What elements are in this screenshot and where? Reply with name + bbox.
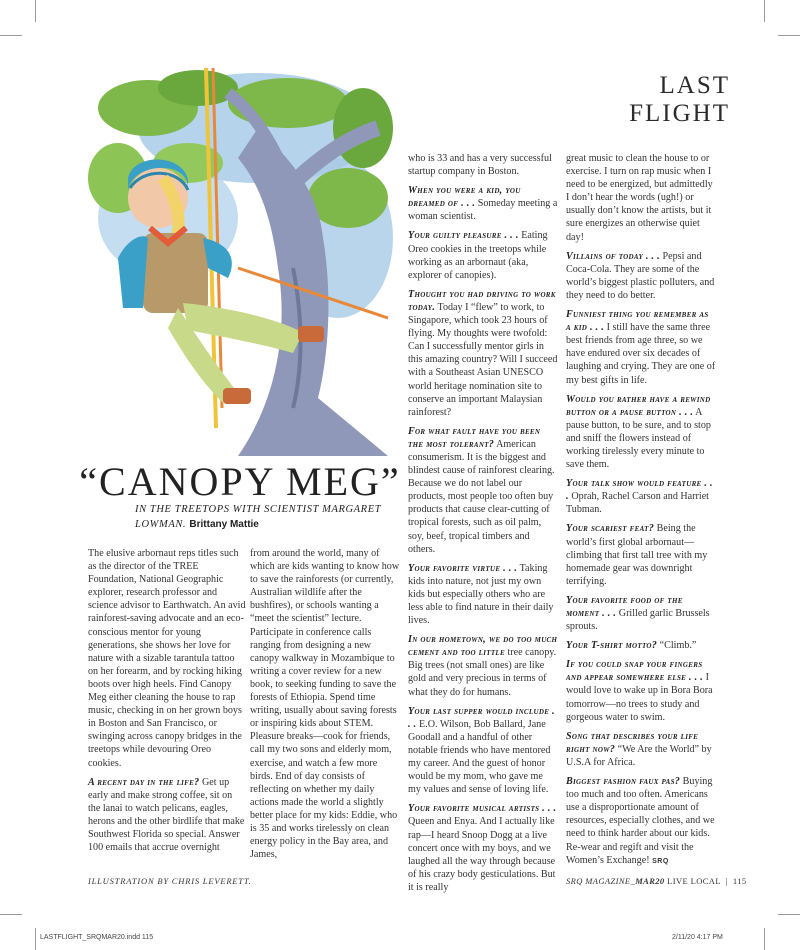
column-4 bbox=[566, 152, 716, 874]
timestamp-slug: 2/11/20 4:17 PM bbox=[672, 934, 723, 941]
question: Your guilty pleasure . . . bbox=[408, 230, 519, 242]
qa-item bbox=[408, 633, 558, 698]
headline: “CANOPY MEG” bbox=[79, 459, 401, 504]
question: Song that describes your life right now? bbox=[566, 730, 699, 755]
qa-item bbox=[408, 425, 558, 556]
column-3 bbox=[408, 152, 558, 900]
qa-item bbox=[566, 730, 716, 769]
answer: I still have the same three best friends from age three, so we have endured over six decades of laughing and crying. They are one of my best gifts in life. bbox=[566, 322, 716, 386]
crop-mark bbox=[0, 914, 22, 915]
qa-item bbox=[566, 775, 716, 868]
question: Your favorite musical artists . . . bbox=[408, 803, 557, 815]
question: Your favorite virtue . . . bbox=[408, 562, 518, 574]
qa-item bbox=[408, 705, 558, 797]
answer: American consumerism. It is the biggest and blindest cause of rainforest clearing. Because we do not label our products, most people too often buy products that cause clear-cutting of tropical forests, such as oil palm, soy, beef, tropical timbers and others. bbox=[408, 438, 555, 555]
crop-mark bbox=[35, 0, 36, 22]
qa-item bbox=[566, 639, 716, 652]
answer: Get up early and make strong coffee, sit on the lanai to watch pelicans, eagles, herons and the other birdlife that make Southwest Florida so special. Answer 100 emails that accrue overnight bbox=[88, 776, 245, 854]
qa-item bbox=[408, 802, 558, 894]
question: Your last supper would include . . . bbox=[408, 705, 555, 730]
qa-item bbox=[566, 658, 716, 723]
illustration-credit: ILLUSTRATION BY CHRIS LEVERETT. bbox=[88, 876, 252, 886]
answer: I would love to wake up in Bora Bora tomorrow—no trees to study and gorgeous water to swim. bbox=[566, 672, 713, 723]
answer: Eating Oreo cookies in the treetops while working as an arbornaut (aka, explorer of canopies). bbox=[408, 230, 548, 281]
qa-item bbox=[408, 229, 558, 281]
subhead-text: IN THE TREETOPS WITH SCIENTIST MARGARET LOWMAN. bbox=[135, 504, 381, 530]
answer: Oprah, Rachel Carson and Harriet Tubman. bbox=[566, 491, 709, 516]
section-title-line2: FLIGHT bbox=[629, 100, 730, 127]
qa-item bbox=[408, 288, 558, 419]
column-2 bbox=[250, 547, 400, 867]
qa-item bbox=[566, 250, 716, 302]
answer: Someday meeting a woman scientist. bbox=[408, 198, 558, 223]
answer: Taking kids into nature, not just my own kids but especially others who are less able to find nature in their daily lives. bbox=[408, 562, 554, 627]
question: Would you rather have a rewind button or a pause button . . . bbox=[566, 393, 711, 418]
page-footer bbox=[566, 876, 747, 886]
qa-item bbox=[566, 308, 716, 387]
body-paragraph: from around the world, many of which are kids wanting to know how to save the rainforests (or currently, Australian wildlife after the bushfires), or schools wanting a “meet the scientist” lecture. Participate in conference calls ranging from designing a new canopy walkway in Mozambique to writing a cover review for a new book, to seeking funding to save the forests of Ethiopia. Spend time writing, usually about saving forests or inspiring kids about STEM. Pleasure breaks—cook for friends, call my two sons and elderly mom, exercise, and watch a few more birds. End of day consists of reflecting on whether my daily actions made the world a slightly better place for my kids: Eddie, who is 35 and works tirelessly on clean energy policy in the Bay area, and James, bbox=[250, 548, 400, 861]
answer: Queen and Enya. And I actually like rap—I heard Snoop Dogg at a live concert once with my boys, and we laughed all the way through because of his crazy body gesticulations. But it is really bbox=[408, 816, 556, 893]
footer-section: LIVE LOCAL bbox=[667, 876, 721, 886]
qa-item bbox=[566, 393, 716, 472]
crop-mark bbox=[0, 35, 22, 36]
question: Your talk show would feature . . . bbox=[566, 478, 713, 503]
question: Your favorite food of the moment . . . bbox=[566, 594, 683, 619]
question: A recent day in the life? bbox=[88, 776, 200, 788]
intro-paragraph: The elusive arbornaut reps titles such as the director of the TREE Foundation, National Geographic explorer, research professor and science advisor to Earthwatch. An avid rainforest-saving advocate and an eco-conscious mentor for young generations, she shows her love for nature with a sizable tarantula tattoo on her forearm, and by rocking hiking boots over high heels. Find Canopy Meg either cleaning the house to rap music, checking in on her grown boys in Boston and San Francisco, or swinging across canopy bridges in the treetops while devouring Oreo cookies. bbox=[88, 548, 246, 769]
crop-mark bbox=[778, 35, 800, 36]
answer: Buying too much and too often. Americans use a disproportionate amount of resources, especially clothes, and we need to think harder about our kids. Re-wear and regift and visit the Women’s Exchange! bbox=[566, 776, 715, 866]
qa-item bbox=[566, 594, 716, 633]
signoff: SRQ bbox=[652, 857, 669, 865]
subhead bbox=[135, 502, 395, 532]
question: Funniest thing you remember as a kid . . . bbox=[566, 309, 709, 334]
question: Your T-shirt motto? bbox=[566, 640, 658, 652]
body-paragraph: great music to clean the house to or exercise. I turn on rap music when I need to be energized, but admittedly I don’t hear the words (ugh!) or usually don’t know the artists, but it sure energizes an otherwise quiet day! bbox=[566, 153, 713, 243]
qa-item bbox=[408, 562, 558, 627]
question: If you could snap your fingers and appear somewhere else . . . bbox=[566, 659, 704, 684]
column-1 bbox=[88, 547, 246, 854]
qa-item bbox=[408, 184, 558, 223]
question: Villains of today . . . bbox=[566, 250, 660, 262]
crop-mark bbox=[778, 914, 800, 915]
section-title-line1: LAST bbox=[659, 72, 730, 99]
answer: Today I “flew” to work, to Singapore, which took 23 hours of flying. My thoughts were twofold: Can I successfully mentor girls in this amazing country? Will I succeed with a Southeast Asian UNESCO world heritage nomination site to conserve an important Malaysian rainforest? bbox=[408, 301, 558, 418]
qa-item bbox=[566, 522, 716, 587]
qa-item bbox=[566, 477, 716, 516]
byline: Brittany Mattie bbox=[189, 519, 259, 530]
question: Thought you had driving to work today. bbox=[408, 288, 556, 313]
answer: Pepsi and Coca-Cola. They are some of the world’s biggest plastic polluters, and they need to do better. bbox=[566, 250, 715, 301]
question: When you were a kid, you dreamed of . . . bbox=[408, 185, 521, 210]
answer: tree canopy. Big trees (not small ones) are like gold and very precious in terms of what they do for humans. bbox=[408, 647, 557, 698]
crop-mark bbox=[764, 928, 765, 950]
crop-mark bbox=[764, 0, 765, 22]
question: For what fault have you been the most tolerant? bbox=[408, 425, 541, 450]
question: Your scariest feat? bbox=[566, 523, 655, 535]
question: Biggest fashion faux pas? bbox=[566, 776, 681, 788]
question: In our hometown, we do too much cement and too little bbox=[408, 634, 558, 659]
footer-issue: MAR20 bbox=[635, 876, 665, 886]
page-number: 115 bbox=[732, 876, 747, 886]
answer: Grilled garlic Brussels sprouts. bbox=[566, 608, 710, 633]
body-paragraph: who is 33 and has a very successful startup company in Boston. bbox=[408, 153, 552, 178]
footer-separator: | bbox=[725, 876, 728, 886]
answer: “Climb.” bbox=[659, 640, 697, 652]
crop-mark bbox=[35, 928, 36, 950]
answer: Being the world’s first global arbornaut—climbing that first tall tree with my homemade gear was downright terrifying. bbox=[566, 523, 708, 587]
answer: E.O. Wilson, Bob Ballard, Jane Goodall and a handful of other notable friends who have mentored my career. And the guest of honor would be my mom, who gave me my values and sense of loving life. bbox=[408, 718, 551, 796]
section-title bbox=[629, 72, 730, 128]
answer: “We Are the World” by U.S.A for Africa. bbox=[566, 743, 712, 768]
file-slug: LASTFLIGHT_SRQMAR20.indd 115 bbox=[40, 934, 154, 941]
footer-publication: SRQ MAGAZINE_ bbox=[566, 876, 636, 886]
illustration bbox=[88, 68, 396, 456]
answer: A pause button, to be sure, and to stop and sniff the flowers instead of working tirelessly every minute to save them. bbox=[566, 406, 711, 471]
